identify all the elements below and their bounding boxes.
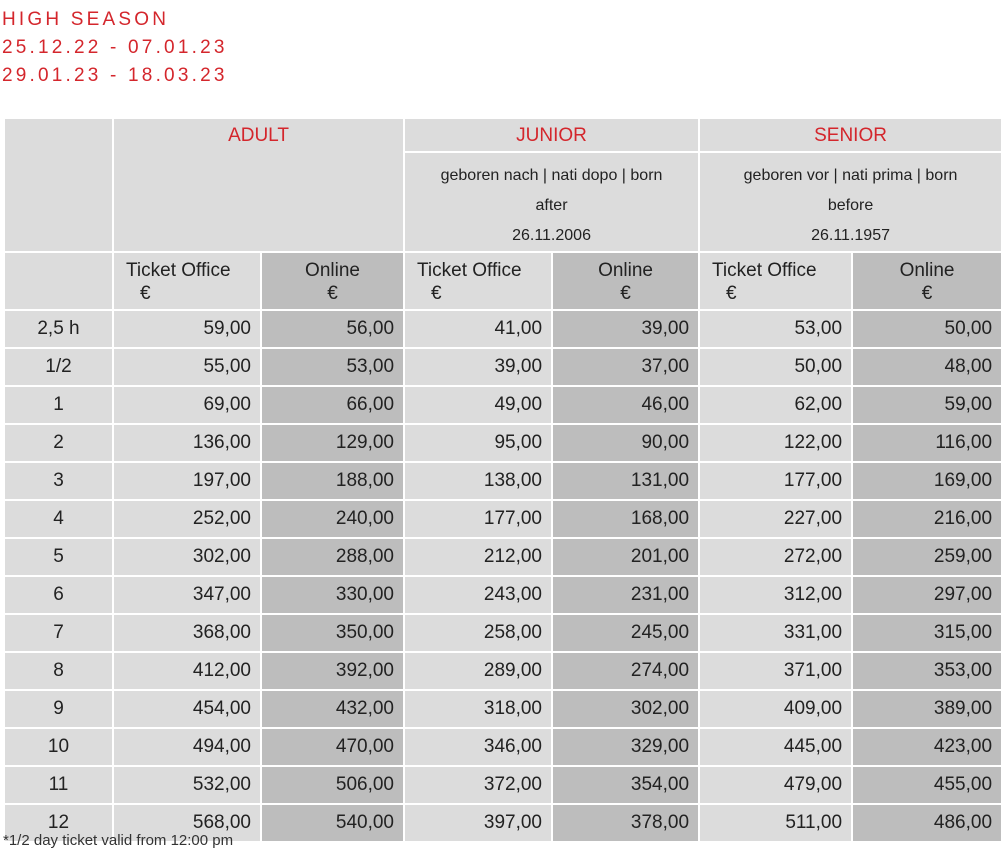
price-junior-online: 329,00 — [552, 728, 699, 766]
duration-label: 12 — [4, 804, 113, 842]
category-senior — [699, 118, 1002, 152]
junior-online-header — [552, 252, 699, 310]
duration-label: 1/2 — [4, 348, 113, 386]
adult-online-header — [261, 252, 404, 310]
column-header-row — [4, 252, 1002, 310]
price-adult-online: 350,00 — [261, 614, 404, 652]
senior-note — [699, 152, 1002, 252]
price-junior-ticket-office: 346,00 — [404, 728, 552, 766]
adult-ticket-office-header — [113, 252, 261, 310]
senior-ticket-office-header — [699, 252, 852, 310]
price-junior-online: 354,00 — [552, 766, 699, 804]
duration-label: 11 — [4, 766, 113, 804]
price-adult-ticket-office: 197,00 — [113, 462, 261, 500]
price-junior-ticket-office: 372,00 — [404, 766, 552, 804]
price-adult-ticket-office: 454,00 — [113, 690, 261, 728]
table-row — [4, 348, 1002, 386]
column-label: Ticket Office — [712, 260, 817, 281]
senior-note-line1: geboren vor | nati prima | born — [743, 167, 958, 184]
price-adult-online: 540,00 — [261, 804, 404, 842]
footnote: *1/2 day ticket valid from 12:00 pm — [3, 832, 234, 849]
price-adult-ticket-office: 55,00 — [113, 348, 261, 386]
junior-note-line1: geboren nach | nati dopo | born — [440, 167, 663, 184]
price-senior-ticket-office: 312,00 — [699, 576, 852, 614]
column-label: Ticket Office — [417, 260, 522, 281]
price-senior-online: 216,00 — [852, 500, 1002, 538]
currency-label: € — [327, 283, 338, 304]
price-junior-online: 39,00 — [552, 310, 699, 348]
price-adult-ticket-office: 69,00 — [113, 386, 261, 424]
senior-online-header — [852, 252, 1002, 310]
price-senior-ticket-office: 177,00 — [699, 462, 852, 500]
currency-label: € — [431, 283, 442, 304]
price-senior-online: 48,00 — [852, 348, 1002, 386]
price-senior-online: 59,00 — [852, 386, 1002, 424]
price-adult-ticket-office: 412,00 — [113, 652, 261, 690]
price-junior-ticket-office: 289,00 — [404, 652, 552, 690]
price-adult-online: 66,00 — [261, 386, 404, 424]
duration-label: 5 — [4, 538, 113, 576]
price-senior-ticket-office: 62,00 — [699, 386, 852, 424]
season-heading — [2, 6, 228, 90]
junior-note-line3: 26.11.2006 — [512, 227, 591, 244]
duration-label: 3 — [4, 462, 113, 500]
column-label: Online — [598, 260, 653, 281]
price-adult-online: 432,00 — [261, 690, 404, 728]
price-senior-online: 423,00 — [852, 728, 1002, 766]
price-senior-online: 116,00 — [852, 424, 1002, 462]
currency-label: € — [620, 283, 631, 304]
price-senior-online: 169,00 — [852, 462, 1002, 500]
junior-note — [404, 152, 699, 252]
duration-label: 1 — [4, 386, 113, 424]
price-adult-online: 506,00 — [261, 766, 404, 804]
price-senior-ticket-office: 479,00 — [699, 766, 852, 804]
senior-note-line3: 26.11.1957 — [811, 227, 890, 244]
price-adult-online: 392,00 — [261, 652, 404, 690]
price-adult-online: 53,00 — [261, 348, 404, 386]
price-adult-ticket-office: 252,00 — [113, 500, 261, 538]
duration-label: 2,5 h — [4, 310, 113, 348]
price-junior-online: 201,00 — [552, 538, 699, 576]
row-label-header — [4, 252, 113, 310]
price-adult-ticket-office: 494,00 — [113, 728, 261, 766]
table-row — [4, 728, 1002, 766]
price-junior-ticket-office: 177,00 — [404, 500, 552, 538]
price-junior-online: 274,00 — [552, 652, 699, 690]
price-senior-online: 455,00 — [852, 766, 1002, 804]
table-row — [4, 386, 1002, 424]
price-adult-ticket-office: 347,00 — [113, 576, 261, 614]
category-junior-label: JUNIOR — [516, 125, 587, 146]
price-senior-ticket-office: 331,00 — [699, 614, 852, 652]
price-junior-ticket-office: 95,00 — [404, 424, 552, 462]
price-adult-ticket-office: 368,00 — [113, 614, 261, 652]
duration-label: 7 — [4, 614, 113, 652]
price-adult-online: 56,00 — [261, 310, 404, 348]
price-junior-online: 302,00 — [552, 690, 699, 728]
price-senior-ticket-office: 445,00 — [699, 728, 852, 766]
column-label: Ticket Office — [126, 260, 231, 281]
currency-label: € — [726, 283, 737, 304]
table-row — [4, 652, 1002, 690]
duration-label: 9 — [4, 690, 113, 728]
category-senior-label: SENIOR — [814, 125, 887, 146]
price-junior-ticket-office: 138,00 — [404, 462, 552, 500]
table-row — [4, 766, 1002, 804]
price-senior-online: 297,00 — [852, 576, 1002, 614]
table-row — [4, 462, 1002, 500]
price-adult-ticket-office: 532,00 — [113, 766, 261, 804]
junior-ticket-office-header — [404, 252, 552, 310]
price-junior-online: 46,00 — [552, 386, 699, 424]
price-table — [3, 117, 1003, 843]
currency-label: € — [140, 283, 151, 304]
price-senior-ticket-office: 122,00 — [699, 424, 852, 462]
duration-label: 2 — [4, 424, 113, 462]
price-senior-ticket-office: 227,00 — [699, 500, 852, 538]
corner-cell — [4, 118, 113, 252]
category-adult — [113, 118, 404, 252]
price-adult-ticket-office: 136,00 — [113, 424, 261, 462]
price-junior-ticket-office: 39,00 — [404, 348, 552, 386]
table-row — [4, 310, 1002, 348]
price-senior-online: 389,00 — [852, 690, 1002, 728]
price-junior-ticket-office: 49,00 — [404, 386, 552, 424]
price-adult-online: 470,00 — [261, 728, 404, 766]
table-row — [4, 500, 1002, 538]
price-junior-online: 37,00 — [552, 348, 699, 386]
duration-label: 8 — [4, 652, 113, 690]
price-senior-online: 315,00 — [852, 614, 1002, 652]
column-label: Online — [305, 260, 360, 281]
price-adult-online: 330,00 — [261, 576, 404, 614]
price-junior-online: 168,00 — [552, 500, 699, 538]
price-junior-ticket-office: 243,00 — [404, 576, 552, 614]
price-senior-online: 353,00 — [852, 652, 1002, 690]
duration-label: 6 — [4, 576, 113, 614]
senior-note-line2: before — [827, 197, 874, 214]
table-row — [4, 538, 1002, 576]
season-period-2: 29.01.23 - 18.03.23 — [2, 65, 228, 86]
price-adult-ticket-office: 302,00 — [113, 538, 261, 576]
price-senior-ticket-office: 53,00 — [699, 310, 852, 348]
price-adult-online: 188,00 — [261, 462, 404, 500]
price-adult-online: 240,00 — [261, 500, 404, 538]
price-senior-ticket-office: 371,00 — [699, 652, 852, 690]
price-senior-ticket-office: 272,00 — [699, 538, 852, 576]
currency-label: € — [921, 283, 933, 304]
junior-note-line2: after — [535, 197, 568, 214]
price-junior-ticket-office: 41,00 — [404, 310, 552, 348]
season-title: HIGH SEASON — [2, 9, 170, 30]
price-junior-ticket-office: 212,00 — [404, 538, 552, 576]
table-row — [4, 614, 1002, 652]
price-junior-online: 231,00 — [552, 576, 699, 614]
price-junior-ticket-office: 258,00 — [404, 614, 552, 652]
table-row — [4, 576, 1002, 614]
duration-label: 10 — [4, 728, 113, 766]
price-junior-online: 245,00 — [552, 614, 699, 652]
price-senior-online: 50,00 — [852, 310, 1002, 348]
category-adult-label: ADULT — [228, 125, 289, 146]
price-junior-ticket-office: 318,00 — [404, 690, 552, 728]
price-adult-online: 288,00 — [261, 538, 404, 576]
category-header-row — [4, 118, 1002, 152]
table-row — [4, 424, 1002, 462]
table-row — [4, 690, 1002, 728]
season-period-1: 25.12.22 - 07.01.23 — [2, 37, 228, 58]
category-junior — [404, 118, 699, 152]
price-junior-online: 131,00 — [552, 462, 699, 500]
price-junior-ticket-office: 397,00 — [404, 804, 552, 842]
duration-label: 4 — [4, 500, 113, 538]
price-senior-online: 259,00 — [852, 538, 1002, 576]
price-adult-ticket-office: 59,00 — [113, 310, 261, 348]
price-adult-online: 129,00 — [261, 424, 404, 462]
price-junior-online: 378,00 — [552, 804, 699, 842]
column-label: Online — [899, 260, 955, 281]
price-senior-ticket-office: 50,00 — [699, 348, 852, 386]
price-senior-ticket-office: 409,00 — [699, 690, 852, 728]
price-adult-ticket-office: 568,00 — [113, 804, 261, 842]
price-senior-ticket-office: 511,00 — [699, 804, 852, 842]
price-junior-online: 90,00 — [552, 424, 699, 462]
price-senior-online: 486,00 — [852, 804, 1002, 842]
